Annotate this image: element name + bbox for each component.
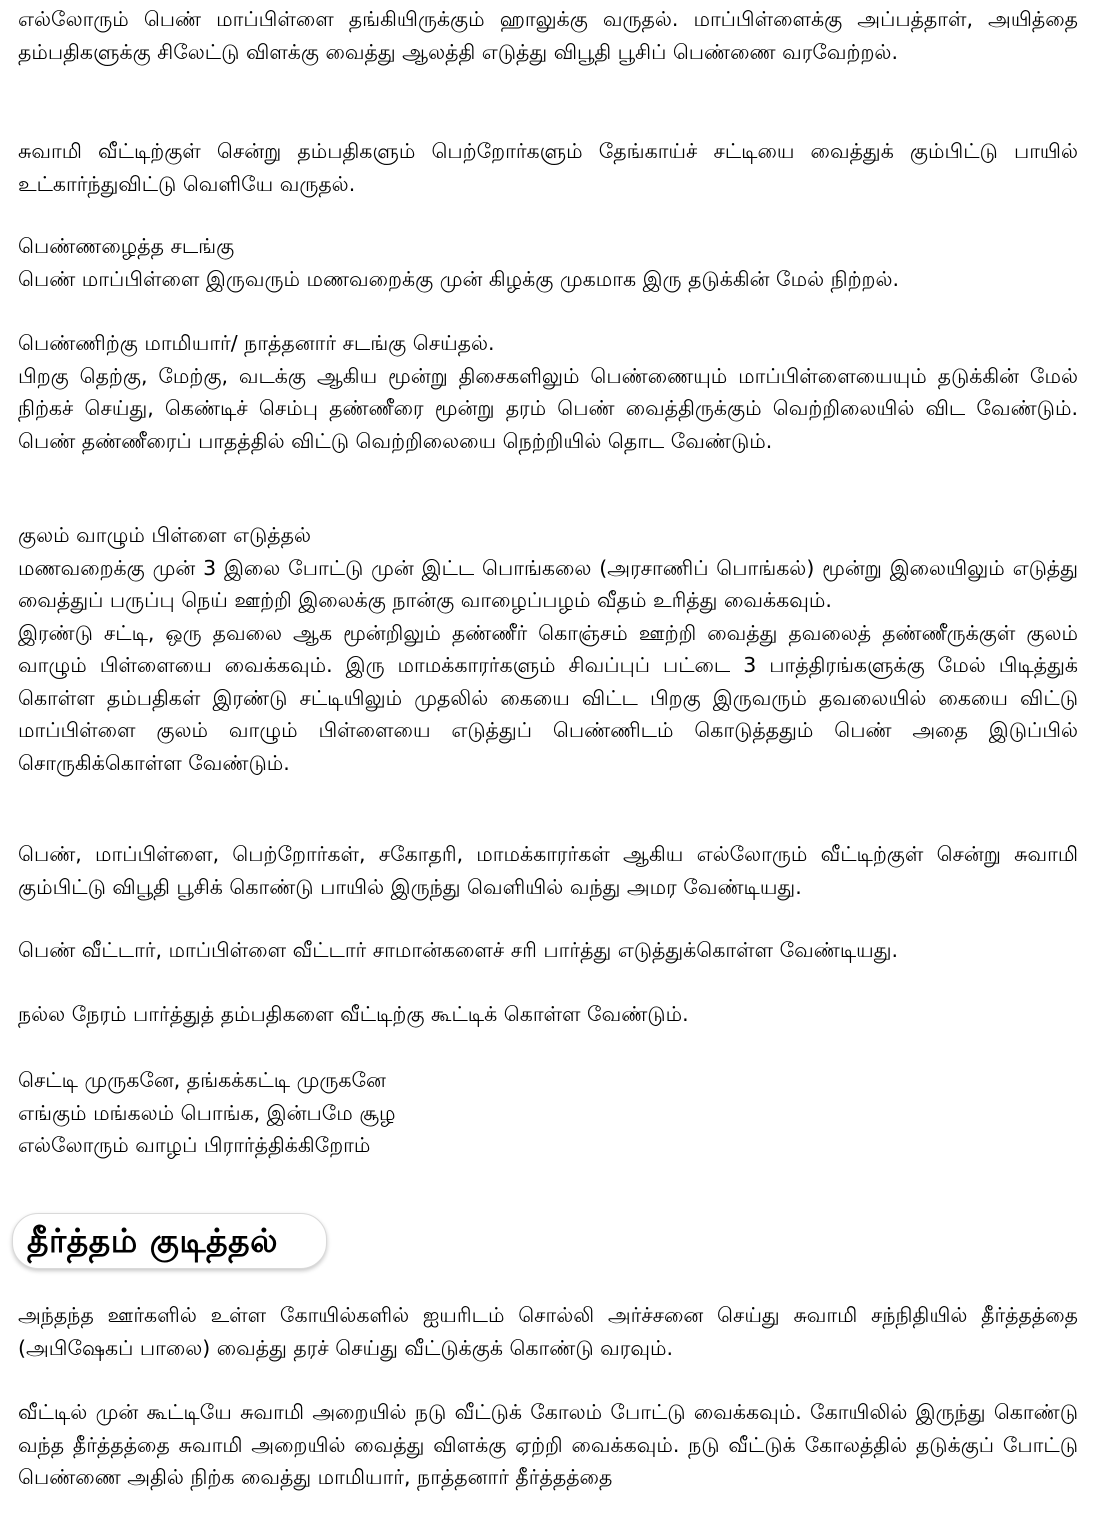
paragraph-text: சுவாமி வீட்டிற்குள் சென்று தம்பதிகளும் பெற்றோர்களும் தேங்காய்ச் சட்டியை வைத்துக் கும்பிட்டு பாயில் உட்கார்ந்துவிட்டு வெளியே வருதல். <box>18 139 1078 196</box>
paragraph-home-kolam <box>18 1396 1078 1494</box>
section-mother-in-law-ritual <box>18 327 1078 457</box>
subsection-title: பெண்ணழைத்த சடங்கு <box>18 234 235 258</box>
paragraph-text: நல்ல நேரம் பார்த்துத் தம்பதிகளை வீட்டிற்கு கூட்டிக் கொள்ள வேண்டும். <box>18 1002 689 1026</box>
subsection-title: குலம் வாழும் பிள்ளை எடுத்தல் <box>18 523 311 547</box>
paragraph-swami-worship <box>18 135 1078 200</box>
paragraph-text: பிறகு தெற்கு, மேற்கு, வடக்கு ஆகிய மூன்று திசைகளிலும் பெண்ணையும் மாப்பிள்ளையையும் தடுக்கின் மேல் நிற்கச் செய்து, கெண்டிச் செம்பு தண்ணீரை மூன்று தரம் பெண் வைத்திருக்கும் வெற்றிலையில் விட வேண்டும். பெண் தண்ணீரைப் பாதத்தில் விட்டு வெற்றிலையை நெற்றியில் தொட வேண்டும். <box>18 363 1078 453</box>
section-bride-calling <box>18 230 1078 295</box>
paragraph-text: பெண் மாப்பிள்ளை இருவரும் மணவறைக்கு முன் கிழக்கு முகமாக இரு தடுக்கின் மேல் நிற்றல். <box>18 266 900 291</box>
section-heading-box <box>12 1213 327 1269</box>
paragraph-text: பெண் வீட்டார், மாப்பிள்ளை வீட்டார் சாமான்களைச் சரி பார்த்து எடுத்துக்கொள்ள வேண்டியது. <box>18 938 899 962</box>
paragraph-check-items <box>18 934 1078 967</box>
verse-line: எல்லோரும் வாழப் பிரார்த்திக்கிறோம் <box>18 1133 371 1157</box>
section-kulam-vazhum-pillai <box>18 519 1078 779</box>
verse-line: செட்டி முருகனே, தங்கக்கட்டி முருகனே <box>18 1068 386 1092</box>
verse-line: எங்கும் மங்கலம் பொங்க, இன்பமே சூழ <box>18 1100 396 1125</box>
paragraph-all-enter <box>18 838 1078 903</box>
paragraph-welcome <box>18 3 1078 68</box>
paragraph-text: அந்தந்த ஊர்களில் உள்ள கோயில்களில் ஐயரிடம் சொல்லி அர்ச்சனை செய்து சுவாமி சந்நிதியில் தீர்த்தத்தை (அபிஷேகப் பாலை) வைத்து தரச் செய்து வீட்டுக்குக் கொண்டு வரவும். <box>18 1303 1078 1360</box>
paragraph-text: வீட்டில் முன் கூட்டியே சுவாமி அறையில் நடு வீட்டுக் கோலம் போட்டு வைக்கவும். கோயிலில் இருந்து கொண்டு வந்த தீர்த்தத்தை சுவாமி அறையில் வைத்து விளக்கு ஏற்றி வைக்கவும். நடு வீட்டுக் கோலத்தில் தடுக்குப் போட்டு பெண்ணை அதில் நிற்க வைத்து மாமியார், நாத்தனார் தீர்த்தத்தை <box>18 1400 1078 1489</box>
paragraph-good-time <box>18 998 1078 1031</box>
paragraph-text: பெண், மாப்பிள்ளை, பெற்றோர்கள், சகோதரி, மாமக்காரர்கள் ஆகிய எல்லோரும் வீட்டிற்குள் சென்று சுவாமி கும்பிட்டு விபூதி பூசிக் கொண்டு பாயில் இருந்து வெளியில் வந்து அமர வேண்டியது. <box>18 842 1078 899</box>
paragraph-text: எல்லோரும் பெண் மாப்பிள்ளை தங்கியிருக்கும் ஹாலுக்கு வருதல். மாப்பிள்ளைக்கு அப்பத்தாள், அயித்தை தம்பதிகளுக்கு சிலேட்டு விளக்கு வைத்து ஆலத்தி எடுத்து விபூதி பூசிப் பெண்ணை வரவேற்றல். <box>18 7 1078 64</box>
section-heading: தீர்த்தம் குடித்தல் <box>27 1221 279 1260</box>
paragraph-text: மணவறைக்கு முன் 3 இலை போட்டு முன் இட்ட பொங்கலை (அரசாணிப் பொங்கல்) மூன்று இலையிலும் எடுத்து வைத்துப் பருப்பு நெய் ஊற்றி இலைக்கு நான்கு வாழைப்பழம் வீதம் உரித்து வைக்கவும். <box>18 555 1078 612</box>
verse-block <box>18 1064 1078 1162</box>
paragraph-text: இரண்டு சட்டி, ஒரு தவலை ஆக மூன்றிலும் தண்ணீர் கொஞ்சம் ஊற்றி வைத்து தவலைத் தண்ணீருக்குள் குலம் வாழும் பிள்ளையை வைக்கவும். இரு மாமக்காரர்களும் சிவப்புப் பட்டை 3 பாத்திரங்களுக்கு மேல் பிடித்துக் கொள்ள தம்பதிகள் இரண்டு சட்டியிலும் முதலில் கையை விட்ட பிறகு இருவரும் தவலையில் கையை விட்டு மாப்பிள்ளை குலம் வாழும் பிள்ளையை எடுத்துப் பெண்ணிடம் கொடுத்ததும் பெண் அதை இடுப்பில் சொருகிக்கொள்ள வேண்டும். <box>18 620 1078 775</box>
paragraph-temple-tirtham <box>18 1299 1078 1364</box>
subsection-title: பெண்ணிற்கு மாமியார்/ நாத்தனார் சடங்கு செய்தல். <box>18 331 495 355</box>
